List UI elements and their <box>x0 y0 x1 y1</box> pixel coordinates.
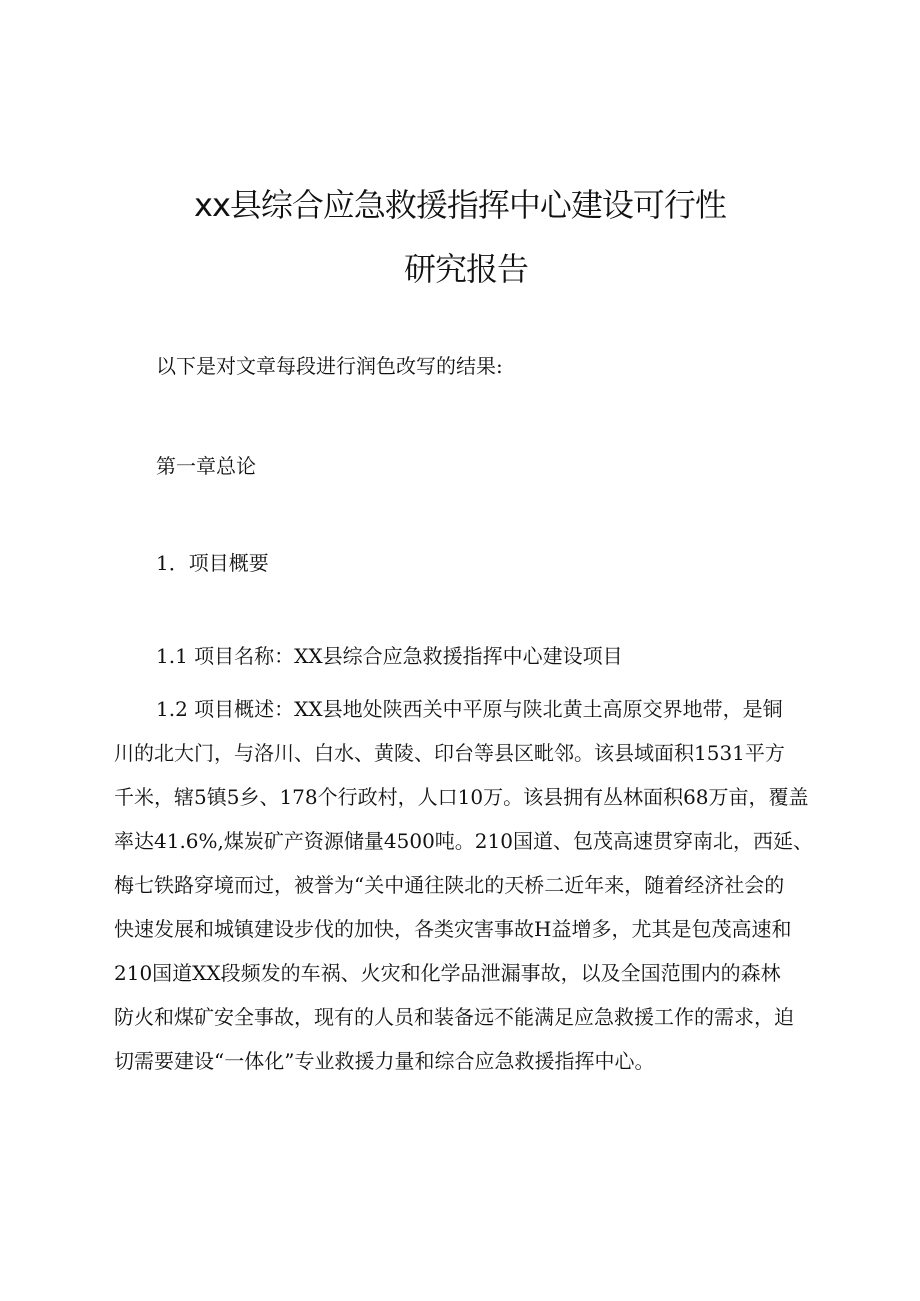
paragraph-line: 千米，辖5镇5乡、178个行政村，人口10万。该县拥有丛林面积68万亩，覆盖 <box>114 785 809 809</box>
paragraph-line: 率达41.6%,煤炭矿产资源储量4500吨。210国道、包茂高速贯穿南北，西延、 <box>114 829 813 853</box>
intro-text: 以下是对文章每段进行润色改写的结果: <box>156 354 503 378</box>
paragraph-line: 切需要建设“一体化”专业救援力量和综合应急救援指挥中心。 <box>114 1049 655 1073</box>
section-heading: 1．项目概要 <box>156 551 269 575</box>
paragraph-line: 川的北大门，与洛川、白水、黄陵、印台等县区毗邻。该县域面积1531平方 <box>114 741 785 765</box>
document-title-line-1: xx县综合应急救援指挥中心建设可行性 <box>194 186 726 224</box>
paragraph-line: 1.2 项目概述：XX县地处陕西关中平原与陕北黄土高原交界地带，是铜 <box>156 697 783 721</box>
paragraph-line: 防火和煤矿安全事故，现有的人员和装备远不能满足应急救援工作的需求，迫 <box>114 1005 794 1029</box>
project-name-item: 1.1 项目名称：XX县综合应急救援指挥中心建设项目 <box>156 644 623 668</box>
paragraph-line: 快速发展和城镇建设步伐的加快，各类灾害事故H益增多，尤其是包茂高速和 <box>114 917 792 941</box>
paragraph-line: 210国道XX段频发的车祸、火灾和化学品泄漏事故，以及全国范围内的森林 <box>114 961 781 985</box>
chapter-heading: 第一章总论 <box>156 454 256 478</box>
project-overview-paragraph <box>114 687 813 1083</box>
paragraph-line: 梅七铁路穿境而过，被誉为“关中通往陕北的天桥二近年来，随着经济社会的 <box>114 873 785 897</box>
document-title-line-2: 研究报告 <box>403 250 528 288</box>
